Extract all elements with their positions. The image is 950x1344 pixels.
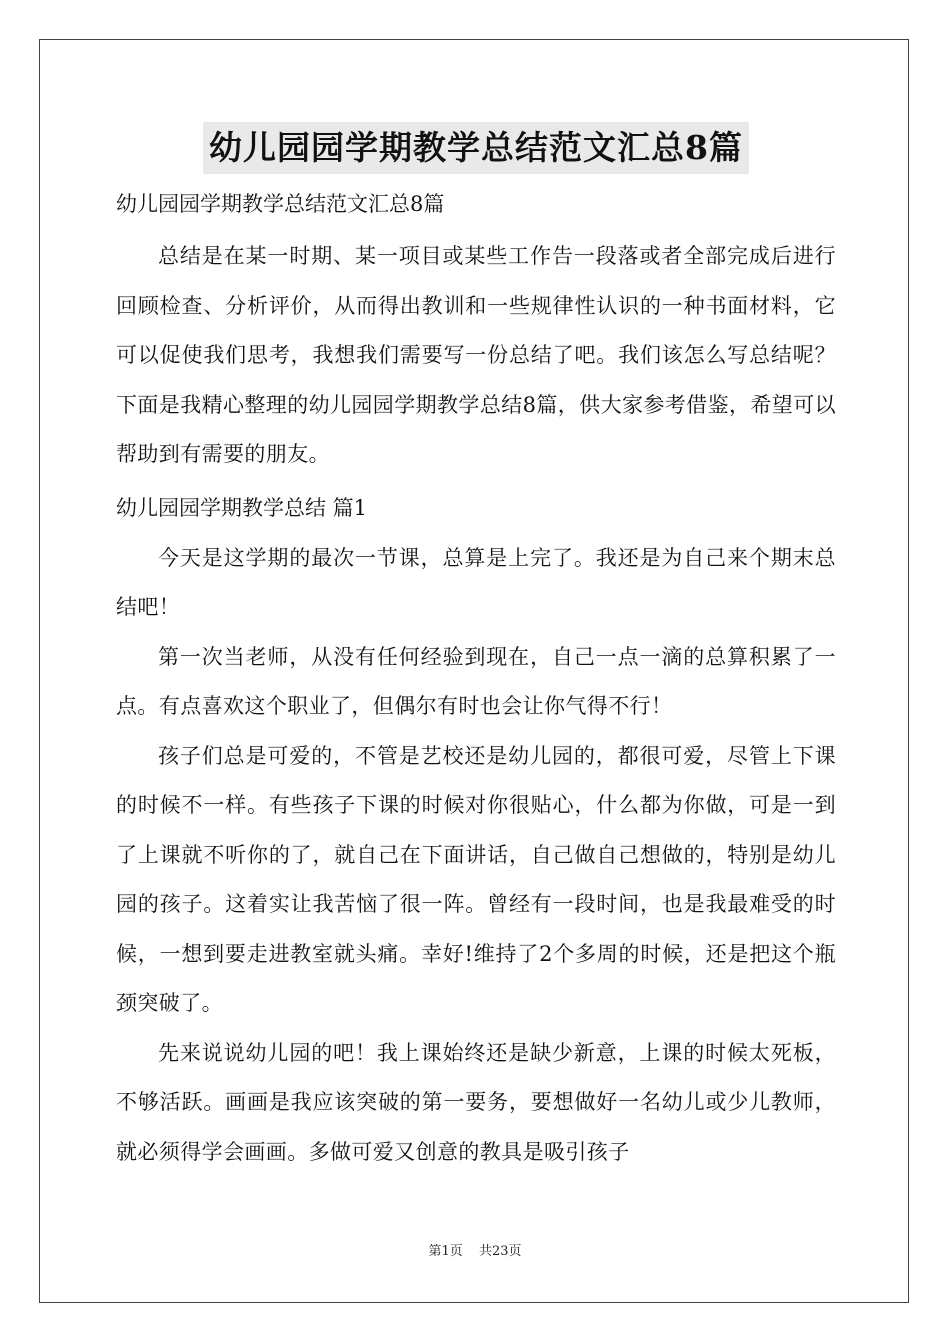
paragraph: 第一次当老师，从没有任何经验到现在，自己一点一滴的总算积累了一点。有点喜欢这个职业了，但偶尔有时也会让你气得不行！ xyxy=(116,644,836,718)
document-body xyxy=(116,122,836,1177)
page-total: 共23页 xyxy=(478,1244,522,1259)
document-title: 幼儿园园学期教学总结范文汇总8篇 xyxy=(203,122,749,174)
page-footer xyxy=(0,1243,950,1261)
document-subtitle: 幼儿园园学期教学总结范文汇总8篇 xyxy=(116,192,445,216)
section-heading: 幼儿园园学期教学总结 篇1 xyxy=(116,495,368,520)
intro-paragraph: 总结是在某一时期、某一项目或某些工作告一段落或者全部完成后进行回顾检查、分析评价，从而得出教训和一些规律性认识的一种书面材料，它可以促使我们思考，我想我们需要写一份总结了吧。我们该怎么写总结呢？下面是我精心整理的幼儿园园学期教学总结8篇，供大家参考借鉴，希望可以帮助到有需要的朋友。 xyxy=(116,244,836,466)
paragraph: 今天是这学期的最次一节课，总算是上完了。我还是为自己来个期末总结吧！ xyxy=(116,545,836,619)
paragraph: 先来说说幼儿园的吧！我上课始终还是缺少新意，上课的时候太死板，不够活跃。画画是我应该突破的第一要务，要想做好一名幼儿或少儿教师，就必须得学会画画。多做可爱又创意的教具是吸引孩子 xyxy=(116,1040,836,1164)
paragraph: 孩子们总是可爱的，不管是艺校还是幼儿园的，都很可爱，尽管上下课的时候不一样。有些孩子下课的时候对你很贴心，什么都为你做，可是一到了上课就不听你的了，就自己在下面讲话，自己做自己想做的，特别是幼儿园的孩子。这着实让我苦恼了很一阵。曾经有一段时间，也是我最难受的时候，一想到要走进教室就头痛。幸好!维持了2个多周的时候，还是把这个瓶颈突破了。 xyxy=(116,743,836,1015)
page-number: 第1页 xyxy=(428,1244,463,1259)
